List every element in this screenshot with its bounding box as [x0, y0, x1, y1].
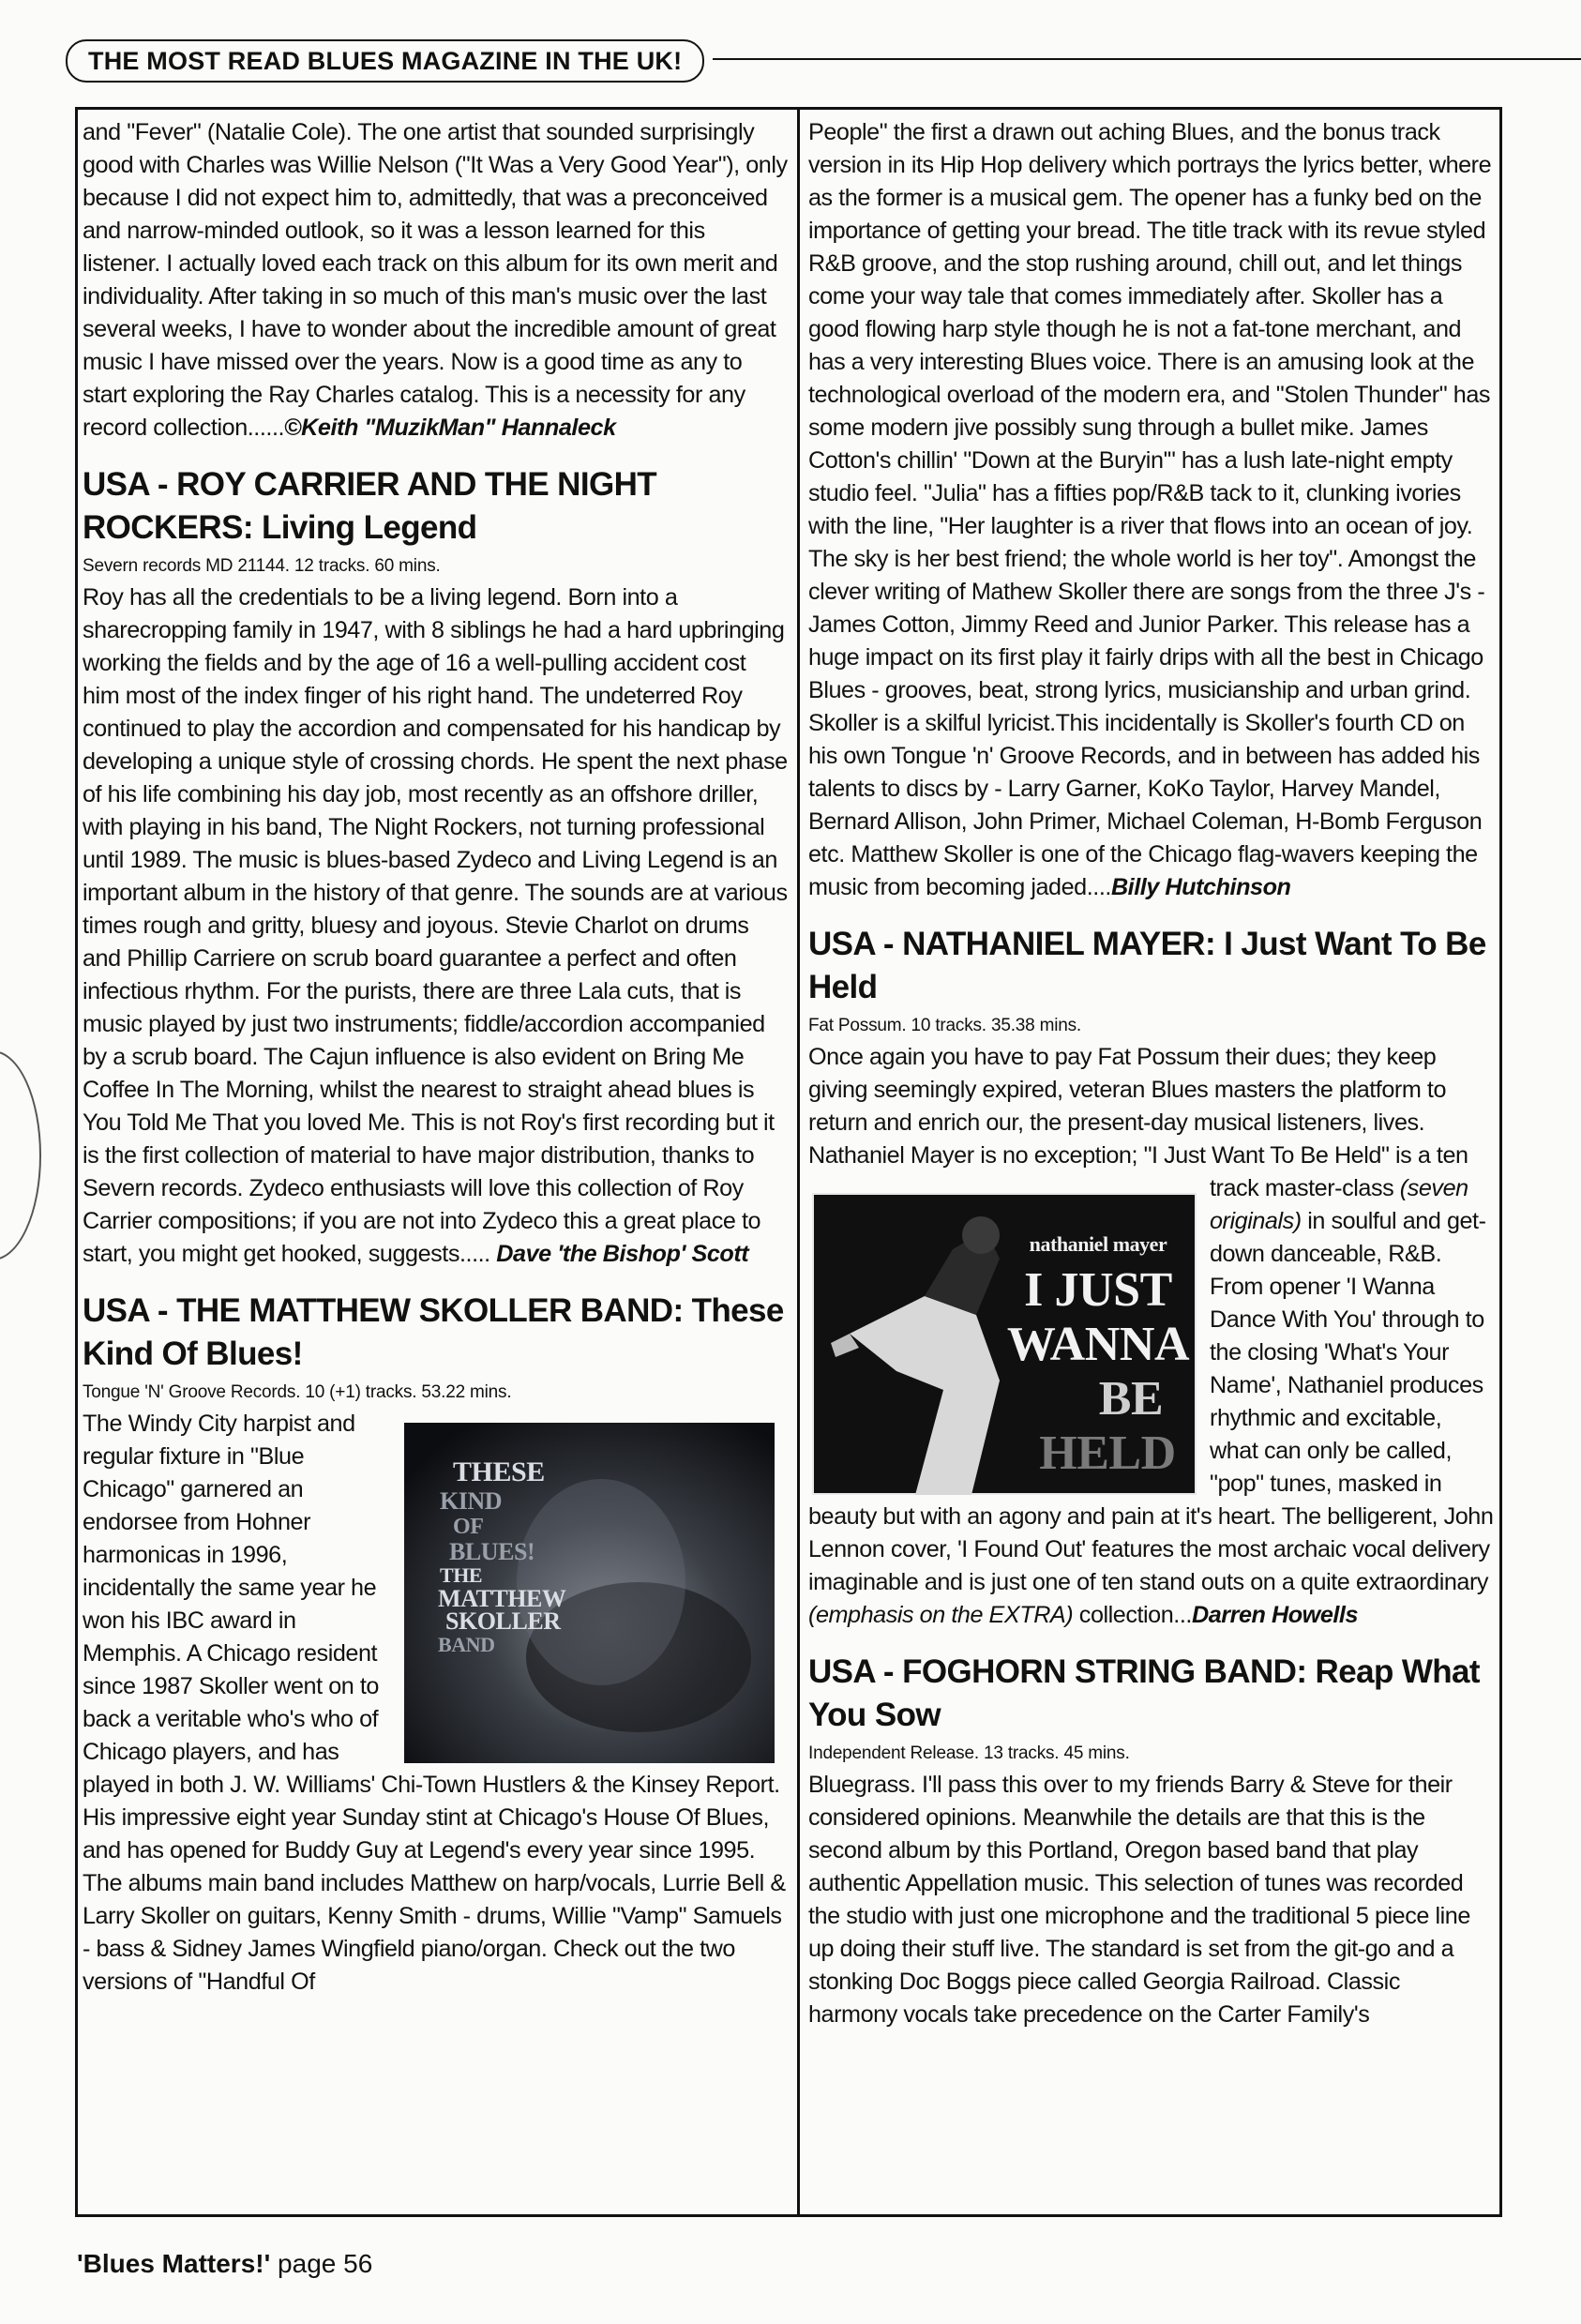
review-nathaniel-mayer: [808, 923, 1494, 1632]
right-column: [808, 116, 1494, 2210]
cover-text: nathaniel mayer: [1029, 1232, 1167, 1256]
review-body: Bluegrass. I'll pass this over to my friends Barry & Steve for their considered opinions. Meanwhile the details are that this is the second album by this Portland, Oregon based band that play authentic Appellation music. This selection of tunes was recorded the studio with just one microphone and the traditional 5 piece line up doing their stuff live. The standard is set from the git-go and a stonking Doc Boggs piece called Georgia Railroad. Classic harmony vocals take precedence on the Carter Family's: [808, 1772, 1470, 2028]
cover-text: HELD: [1039, 1426, 1176, 1480]
review-body: THESE KIND OF BLUES! THE MATTHEW SKOLLER BAND The Windy City harpist and regular fixture in "Blue Chicago" garnered an endorsee from Hohner harmonicas in 1996, incidentally the same year he won his IBC award in Memphis. A Chicago resident since 1987 Skoller went on to back a veritable who's who of Chicago players, and has played in both J. W. Williams' Chi-Town Hustlers & the Kinsey Report. His impressive eight year Sunday stint at Chicago's House Of Blues, and has opened for Buddy Guy at Legend's every year since 1995. The albums main band includes Matthew on harp/vocals, Lurrie Bell & Larry Skoller on guitars, Kenny Smith - drums, Willie "Vamp" Samuels - bass & Sidney James Wingfield piano/organ. Check out the two versions of "Handful Of: [83, 1411, 786, 1995]
review-matthew-skoller: [83, 1290, 788, 1999]
scan-artifact-arc: [0, 1050, 41, 1260]
cover-text: I JUST: [1024, 1263, 1172, 1317]
cover-text: BE: [1098, 1372, 1164, 1426]
byline: Dave 'the Bishop' Scott: [496, 1241, 749, 1267]
column-divider: [797, 107, 800, 2217]
left-column: [83, 116, 788, 2210]
cover-text: WANNA: [1006, 1318, 1190, 1371]
cover-text: BLUES!: [449, 1538, 535, 1565]
page-footer: [77, 2249, 372, 2279]
review-body: Roy has all the credentials to be a living legend. Born into a sharecropping family in 1947, with 8 siblings he had a hard upbringing working the fields and by the age of 16 a well-pulling accident cost him most of the index finger of his right hand. The undeterred Roy continued to play the accordion and compensated for his handicap by developing a unique style of crossing chords. He spent the next phase of his life combining his day job, most recently as an offshore driller, with playing in his band, The Night Rockers, not turning professional until 1989. The music is blues-based Zydeco and Living Legend is an important album in the history of that genre. The sounds are at various times rough and gritty, bluesy and joyous. Stevie Charlot on drums and Phillip Carriere on scrub board guarantee a perfect and often infectious rhythm. For the purists, there are three Lala cuts, that is music played by just two instruments; fiddle/accordion accompanied by a scrub board. The Cajun influence is also evident on Bring Me Coffee In The Morning, whilst the nearest to straight ahead blues is You Told Me That you loved Me. This is not Roy's first recording but it is the first collection of material to have major distribution, thanks to Severn records. Zydeco enthusiasts will love this collection of Roy Carrier compositions; if you are not into Zydeco this a great place to start, you might get hooked, suggests..... Dave 'the Bishop' Scott: [83, 584, 788, 1267]
cover-text: THESE: [453, 1456, 545, 1487]
review-title: USA - NATHANIEL MAYER: I Just Want To Be Held: [808, 926, 1486, 1005]
cover-text: MATTHEW: [438, 1585, 566, 1612]
review-title: USA - ROY CARRIER AND THE NIGHT ROCKERS: Living Legend: [83, 466, 657, 546]
cover-text: OF: [453, 1515, 484, 1539]
banner-text: THE MOST READ BLUES MAGAZINE IN THE UK!: [88, 46, 683, 75]
review-meta: Severn records MD 21144. 12 tracks. 60 mins.: [83, 556, 441, 576]
review-roy-carrier: [83, 463, 788, 1271]
review-meta: Tongue 'N' Groove Records. 10 (+1) tracks. 53.22 mins.: [83, 1382, 512, 1402]
review-meta: Fat Possum. 10 tracks. 35.38 mins.: [808, 1016, 1081, 1035]
byline: ©Keith "MuzikMan" Hannaleck: [284, 415, 616, 441]
cover-text: SKOLLER: [445, 1607, 561, 1635]
magazine-name: 'Blues Matters!': [77, 2249, 271, 2278]
cover-text: KIND: [440, 1487, 503, 1515]
review-foghorn-string-band: [808, 1651, 1494, 2031]
skoller-continued-paragraph: People" the first a drawn out aching Blues, and the bonus track version in its Hip Hop delivery which portrays the lyrics better, where as the former is a musical gem. The opener has a funky bed on the importance of getting your bread. The title track with its revue styled R&B groove, and the stop rushing around, chill out, and let things come your way tale that comes immediately after. Skoller has a good flowing harp style though he is not a fat-tone merchant, and has a very interesting Blues voice. There is an amusing look at the technological overload of the modern era, and "Stolen Thunder" has some modern jive possibly sung through a bullet mike. James Cotton's chillin' "Down at the Buryin'" has a lush late-night empty studio feel. "Julia" has a fifties pop/R&B tack to it, clunking ivories with the line, "Her laughter is a river that flows into an ocean of joy. The sky is her best friend; the whole world is her toy". Amongst the clever writing of Mathew Skoller there are songs from the three J's - James Cotton, Jimmy Reed and Junior Parker. This release has a huge impact on its first play it fairly drips with all the best in Chicago Blues - grooves, beat, strong lyrics, musicianship and urban grind. Skoller is a skilful lyricist.This incidentally is Skoller's fourth CD on his own Tongue 'n' Groove Records, and in between has added his talents to discs by - Larry Garner, KoKo Taylor, Harvey Mandel, Bernard Allison, John Primer, Michael Coleman, H-Bomb Ferguson etc. Matthew Skoller is one of the Chicago flag-wavers keeping the music from becoming jaded....Billy Hutchinson: [808, 119, 1492, 900]
intro-paragraph: and "Fever" (Natalie Cole). The one artist that sounded surprisingly good with Charles was Willie Nelson ("It Was a Very Good Year"), only because I did not expect him to, admittedly, that was a preconceived and narrow-minded outlook, so it was a lesson learned for this listener. I actually loved each track on this album for its own merit and individuality. After taking in so much of this man's music over the last several weeks, I have to wonder about the incredible amount of great music I have missed over the years. Now is a good time as any to start exploring the Ray Charles catalog. This is a necessity for any record collection......©Keith "MuzikMan" Hannaleck: [83, 119, 788, 441]
header-rule: [713, 58, 1581, 60]
review-title: USA - THE MATTHEW SKOLLER BAND: These Kind Of Blues!: [83, 1292, 784, 1372]
review-body: Once again you have to pay Fat Possum their dues; they keep giving seemingly expired, veteran Blues masters the platform to return and enrich our, the present-day musical listeners, lives. Nathaniel Mayer is no exception; "I Just Want To Be Held" is a ten track master-class nathaniel mayer I JUST WANNA BE HELD (seven originals) in soulful and get-down danceable, R&B. From opener 'I Wanna Dance With You' through to the closing 'What's Your Name', Nathaniel produces rhythmic and excitable, what can only be called, "pop" tunes, masked in beauty but with an agony and pain at it's heart. The belligerent, John Lennon cover, 'I Found Out' features the most archaic vocal delivery imaginable and is just one of ten stand outs on a quite extraordinary (emphasis on the EXTRA) collection...Darren Howells: [808, 1044, 1494, 1628]
review-meta: Independent Release. 13 tracks. 45 mins.: [808, 1743, 1130, 1763]
album-cover-these-kind-of-blues: [404, 1423, 775, 1763]
review-title: USA - FOGHORN STRING BAND: Reap What You Sow: [808, 1653, 1480, 1733]
byline: Billy Hutchinson: [1110, 874, 1291, 900]
album-cover-i-just-wanna-be-held: [812, 1193, 1197, 1495]
byline: Darren Howells: [1191, 1602, 1359, 1628]
page-number: page 56: [278, 2249, 373, 2278]
cover-text: THE: [440, 1563, 483, 1587]
cover-text: BAND: [438, 1633, 495, 1656]
header-banner: [66, 39, 704, 83]
